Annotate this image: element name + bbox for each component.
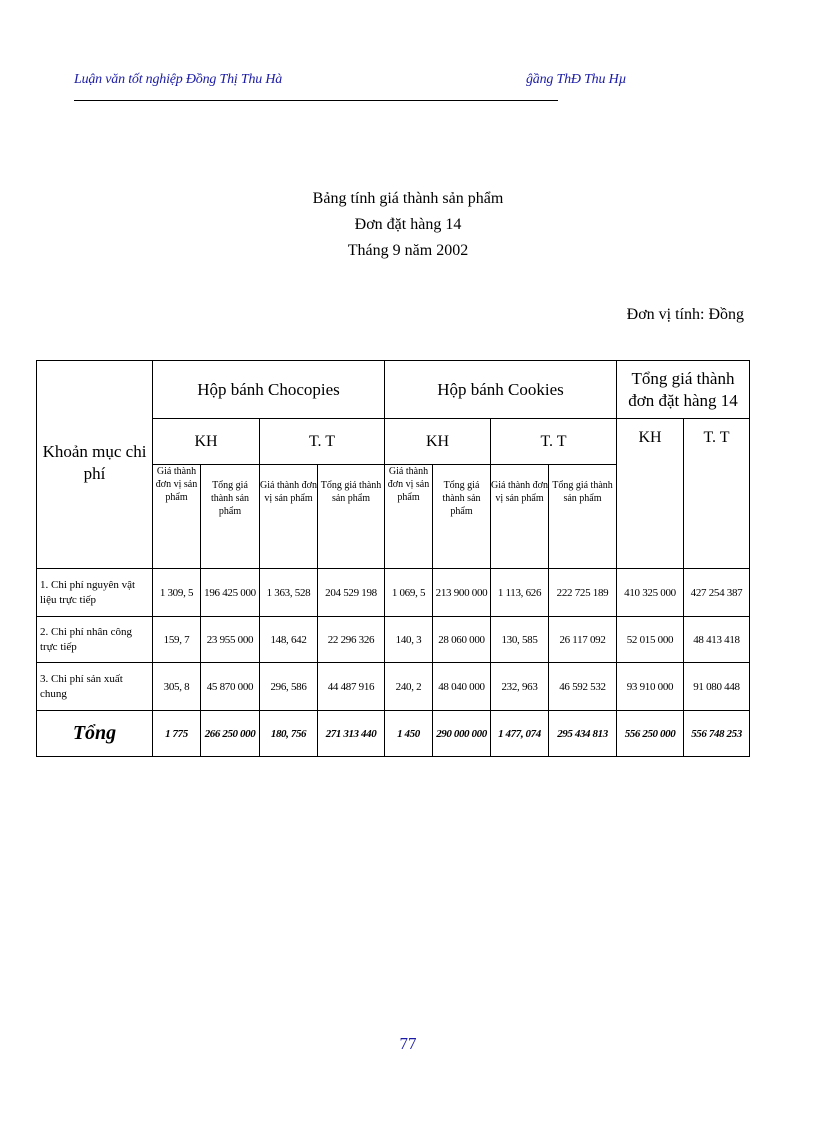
cost-table [36,360,750,757]
table-cell: 1 113, 626 [491,569,549,617]
group-header-total: Tổng giá thành đơn đặt hàng 14 [617,361,750,419]
sub-header-unit-cost: Giá thành đơn vị sản phẩm [491,465,549,569]
table-cell: 427 254 387 [684,569,750,617]
total-cell: 556 748 253 [684,711,750,757]
sub-header-total-cost: Tổng giá thành sản phẩm [318,465,385,569]
table-cell: 204 529 198 [318,569,385,617]
table-cell: 93 910 000 [617,663,684,711]
plan-header-cookies: KH [385,419,491,465]
table-cell: 48 040 000 [433,663,491,711]
table-cell: 148, 642 [260,617,318,663]
table-row [37,663,750,711]
table-cell: 26 117 092 [549,617,617,663]
total-cell: 1 477, 074 [491,711,549,757]
total-cell: 180, 756 [260,711,318,757]
table-cell: 140, 3 [385,617,433,663]
sub-header-unit-cost: Giá thành đơn vị sản phẩm [260,465,318,569]
actual-header-total: T. T [684,419,750,569]
table-cell: 240, 2 [385,663,433,711]
row-header-cell: Khoản mục chi phí [37,361,153,569]
unit-label: Đơn vị tính: Đồng [626,306,744,323]
table-cell: 232, 963 [491,663,549,711]
page-number: 77 [399,1034,417,1053]
table-cell: 1 309, 5 [153,569,201,617]
table-cell: 46 592 532 [549,663,617,711]
table-cell: 23 955 000 [201,617,260,663]
total-cell: 1 775 [153,711,201,757]
document-title [0,186,816,264]
table-cell: 213 900 000 [433,569,491,617]
table-cell: 159, 7 [153,617,201,663]
actual-header-chocopies: T. T [260,419,385,465]
sub-header-total-cost: Tổng giá thành sản phẩm [433,465,491,569]
table-cell: 130, 585 [491,617,549,663]
table-cell: 44 487 916 [318,663,385,711]
plan-header-total: KH [617,419,684,569]
total-cell: 1 450 [385,711,433,757]
table-row [37,617,750,663]
title-line-3: Tháng 9 năm 2002 [347,242,469,259]
row-label: 1. Chi phí nguyên vật liệu trực tiếp [37,569,153,617]
table-cell: 91 080 448 [684,663,750,711]
sub-header-total-cost: Tổng giá thành sản phẩm [201,465,260,569]
total-label: Tổng [37,711,153,757]
row-label: 2. Chi phí nhân công trực tiếp [37,617,153,663]
table-cell: 1 363, 528 [260,569,318,617]
group-header-cookies: Hộp bánh Cookies [385,361,617,419]
page-header [74,72,627,101]
table-cell: 305, 8 [153,663,201,711]
header-left-text: Luận văn tốt nghiệp Đồng Thị Thu Hà [74,72,283,87]
plan-header-chocopies: KH [153,419,260,465]
total-cell: 266 250 000 [201,711,260,757]
table-row [37,569,750,617]
total-cell: 271 313 440 [318,711,385,757]
total-row [37,711,750,757]
table-cell: 28 060 000 [433,617,491,663]
table-cell: 296, 586 [260,663,318,711]
table-cell: 52 015 000 [617,617,684,663]
title-line-1: Bảng tính giá thành sản phẩm [312,190,504,207]
table-cell: 22 296 326 [318,617,385,663]
row-label: 3. Chi phí sản xuất chung [37,663,153,711]
table-cell: 410 325 000 [617,569,684,617]
table-cell: 196 425 000 [201,569,260,617]
actual-header-cookies: T. T [491,419,617,465]
total-cell: 556 250 000 [617,711,684,757]
total-cell: 295 434 813 [549,711,617,757]
table-cell: 1 069, 5 [385,569,433,617]
table-cell: 45 870 000 [201,663,260,711]
sub-header-total-cost: Tổng giá thành sản phẩm [549,465,617,569]
total-cell: 290 000 000 [433,711,491,757]
sub-header-unit-cost: Giá thành đơn vị sản phẩm [385,465,433,569]
header-right-text: ĝầng ThÐ Thu Hµ [526,72,627,87]
table-cell: 222 725 189 [549,569,617,617]
sub-header-unit-cost: Giá thành đơn vị sản phẩm [153,465,201,569]
group-header-chocopies: Hộp bánh Chocopies [153,361,385,419]
table-cell: 48 413 418 [684,617,750,663]
title-line-2: Đơn đặt hàng 14 [354,216,462,233]
